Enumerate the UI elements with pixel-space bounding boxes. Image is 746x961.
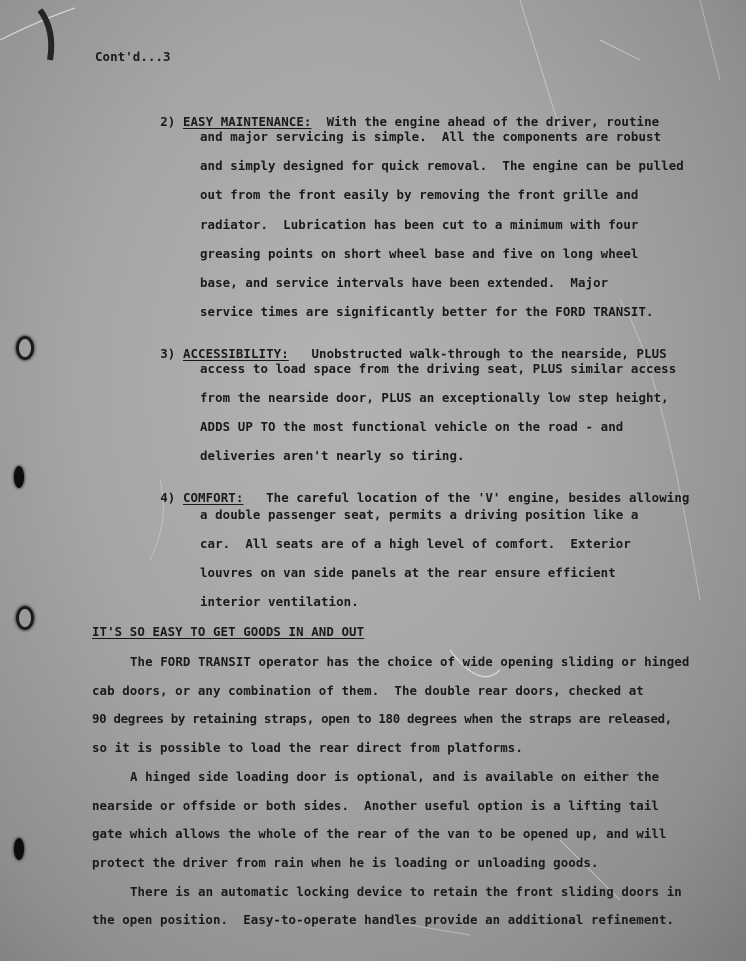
binder-hole [14,838,24,860]
goods-paragraph-2-line: A hinged side loading door is optional, and is available on either the [130,769,660,784]
continuation-header: Cont'd...3 [95,49,171,64]
section-4-line: car. All seats are of a high level of comfort. Exterior [200,536,631,551]
scratch-mark [600,40,640,60]
section-2-intro: With the engine ahead of the driver, routine [326,114,660,129]
section-4-line: interior ventilation. [200,594,359,609]
goods-paragraph-2-line: nearside or offside or both sides. Another useful option is a lifting tail [92,798,659,813]
scratch-mark [40,10,51,60]
binder-hole [16,606,34,630]
goods-paragraph-1-line: The FORD TRANSIT operator has the choice of wide opening sliding or hinged [130,654,690,669]
goods-section-heading: IT'S SO EASY TO GET GOODS IN AND OUT [92,624,365,639]
goods-paragraph-2-line: gate which allows the whole of the rear of the van to be opened up, and will [92,826,667,841]
section-2-line: base, and service intervals have been extended. Major [200,275,609,290]
section-4-line: a double passenger seat, permits a driving position like a [200,507,639,522]
section-4-heading: COMFORT: [182,490,244,505]
section-2-line: and simply designed for quick removal. The engine can be pulled [200,158,684,173]
section-3-line: from the nearside door, PLUS an exceptionally low step height, [200,390,669,405]
goods-paragraph-3-line: the open position. Easy-to-operate handles provide an additional refinement. [92,912,675,927]
section-3-number: 3) [160,346,176,361]
section-3-intro: Unobstructed walk-through to the nearside, PLUS [311,346,667,361]
binder-hole [16,336,34,360]
section-3-line: access to load space from the driving seat, PLUS similar access [200,361,677,376]
section-2-heading: EASY MAINTENANCE: [182,114,312,129]
section-2-line: out from the front easily by removing the front grille and [200,187,639,202]
scratch-mark [0,8,75,40]
scratch-mark [700,0,720,80]
goods-paragraph-1-line: 90 degrees by retaining straps, open to 180 degrees when the straps are released, [92,711,672,726]
goods-paragraph-3-line: There is an automatic locking device to retain the front sliding doors in [130,884,682,899]
section-3-line: deliveries aren't nearly so tiring. [200,448,465,463]
section-2-line: service times are significantly better for the FORD TRANSIT. [200,304,654,319]
section-2-line: radiator. Lubrication has been cut to a minimum with four [200,217,639,232]
section-4-intro: The careful location of the 'V' engine, besides allowing [266,490,690,505]
goods-paragraph-1-line: cab doors, or any combination of them. The double rear doors, checked at [92,683,644,698]
section-3-line: ADDS UP TO the most functional vehicle on the road - and [200,419,624,434]
binder-hole [14,466,24,488]
section-2-number: 2) [160,114,176,129]
section-3-heading: ACCESSIBILITY: [182,346,289,361]
goods-paragraph-1-line: so it is possible to load the rear direct from platforms. [92,740,523,755]
section-4-number: 4) [160,490,176,505]
section-4-line: louvres on van side panels at the rear ensure efficient [200,565,616,580]
goods-paragraph-2-line: protect the driver from rain when he is loading or unloading goods. [92,855,599,870]
section-2-line: greasing points on short wheel base and five on long wheel [200,246,639,261]
section-2-line: and major servicing is simple. All the components are robust [200,129,662,144]
